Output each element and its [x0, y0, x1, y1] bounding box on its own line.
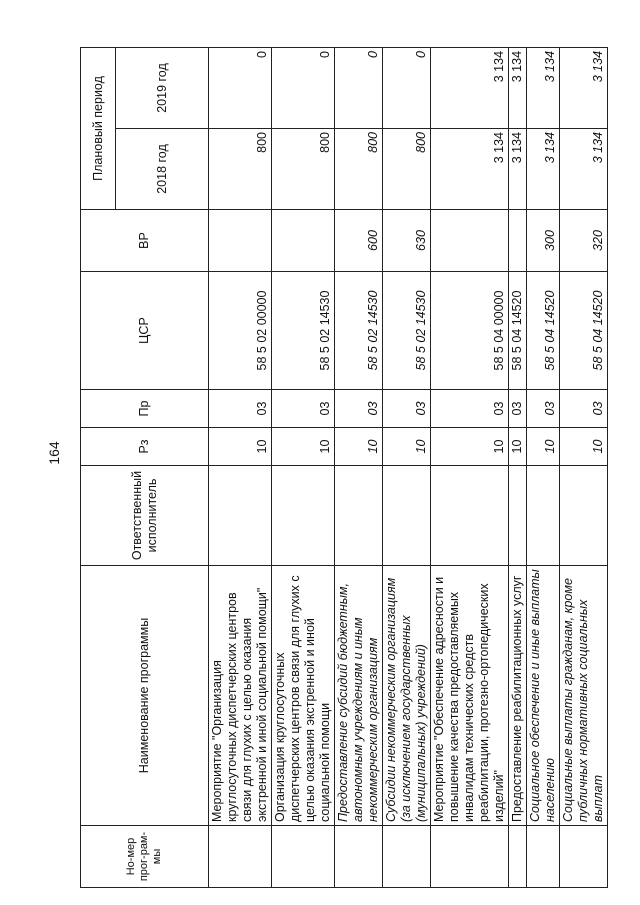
csr-cell: 58 5 02 14530	[383, 272, 431, 390]
csr-cell: 58 5 04 14520	[527, 272, 560, 390]
header-rz: Рз	[81, 428, 209, 466]
year-2018-cell: 800	[383, 129, 431, 210]
pr-cell: 03	[335, 390, 383, 428]
executor-cell	[209, 466, 272, 566]
program-name-cell: Предоставление реабилитационных услуг	[509, 566, 527, 826]
table-row	[560, 47, 608, 887]
table-row	[335, 47, 383, 887]
pr-cell: 03	[209, 390, 272, 428]
table-row	[431, 47, 509, 887]
year-2018-cell: 3 134	[527, 129, 560, 210]
table-row	[527, 47, 560, 887]
year-2018-cell: 3 134	[560, 129, 608, 210]
header-planned-period: Плановый период	[81, 47, 116, 209]
year-2019-cell: 0	[209, 47, 272, 128]
header-year-2019: 2019 год	[116, 47, 209, 128]
program-number-cell	[431, 826, 509, 888]
header-executor: Ответственный исполнитель	[81, 466, 209, 566]
vr-cell	[272, 210, 335, 272]
program-name-cell: Социальное обеспечение и иные выплаты населению	[527, 566, 560, 826]
year-2018-cell: 3 134	[431, 129, 509, 210]
rz-cell: 10	[209, 428, 272, 466]
pr-cell: 03	[383, 390, 431, 428]
year-2018-cell: 3 134	[509, 129, 527, 210]
header-program-name: Наименование программы	[81, 566, 209, 826]
program-name-cell: Мероприятие "Организация круглосуточных диспетчерских центров связи для глухих с целью оказания экстренной и иной социальной помощи"	[209, 566, 272, 826]
program-number-cell	[560, 826, 608, 888]
program-name-cell: Организация круглосуточных диспетчерских центров связи для глухих с целью оказания экстренной и иной социальной помощи	[272, 566, 335, 826]
vr-cell: 320	[560, 210, 608, 272]
csr-cell: 58 5 04 00000	[431, 272, 509, 390]
vr-cell: 600	[335, 210, 383, 272]
executor-cell	[431, 466, 509, 566]
rz-cell: 10	[272, 428, 335, 466]
budget-table	[80, 47, 608, 888]
program-number-cell	[209, 826, 272, 888]
pr-cell: 03	[560, 390, 608, 428]
program-name-cell: Предоставление субсидий бюджетным, автономным учреждениям и иным некоммерческим организациям	[335, 566, 383, 826]
rz-cell: 10	[431, 428, 509, 466]
vr-cell: 630	[383, 210, 431, 272]
pr-cell: 03	[527, 390, 560, 428]
rz-cell: 10	[527, 428, 560, 466]
executor-cell	[335, 466, 383, 566]
program-name-cell: Субсидии некоммерческим организациям (за исключением государственных (муниципальных) учреждений)	[383, 566, 431, 826]
year-2019-cell: 3 134	[509, 47, 527, 128]
rz-cell: 10	[509, 428, 527, 466]
csr-cell: 58 5 02 14530	[272, 272, 335, 390]
table-row	[383, 47, 431, 887]
header-program-number: Но-мер прог-рам-мы	[81, 826, 209, 888]
table-row	[209, 47, 272, 887]
rz-cell: 10	[560, 428, 608, 466]
executor-cell	[527, 466, 560, 566]
header-pr: Пр	[81, 390, 209, 428]
header-row-1	[81, 47, 116, 887]
executor-cell	[272, 466, 335, 566]
rz-cell: 10	[335, 428, 383, 466]
program-number-cell	[509, 826, 527, 888]
pr-cell: 03	[272, 390, 335, 428]
executor-cell	[560, 466, 608, 566]
program-number-cell	[335, 826, 383, 888]
year-2018-cell: 800	[335, 129, 383, 210]
budget-table-rotated	[80, 48, 640, 888]
header-vr: ВР	[81, 210, 209, 272]
year-2018-cell: 800	[209, 129, 272, 210]
year-2019-cell: 3 134	[527, 47, 560, 128]
program-name-cell: Мероприятие "Обеспечение адресности и повышение качества предоставляемых инвалидам технических средств реабилитации, протезно-ортопедических изделий"	[431, 566, 509, 826]
csr-cell: 58 5 02 14530	[335, 272, 383, 390]
pr-cell: 03	[431, 390, 509, 428]
table-row	[509, 47, 527, 887]
header-year-2018: 2018 год	[116, 129, 209, 210]
rz-cell: 10	[383, 428, 431, 466]
csr-cell: 58 5 04 14520	[509, 272, 527, 390]
executor-cell	[509, 466, 527, 566]
header-csr: ЦСР	[81, 272, 209, 390]
table-row	[272, 47, 335, 887]
year-2019-cell: 0	[335, 47, 383, 128]
program-name-cell: Социальные выплаты гражданам, кроме публичных нормативных социальных выплат	[560, 566, 608, 826]
year-2018-cell: 800	[272, 129, 335, 210]
pr-cell: 03	[509, 390, 527, 428]
table-body	[209, 47, 608, 887]
year-2019-cell: 0	[383, 47, 431, 128]
year-2019-cell: 0	[272, 47, 335, 128]
page-number: 164	[46, 441, 62, 465]
vr-cell: 300	[527, 210, 560, 272]
executor-cell	[383, 466, 431, 566]
year-2019-cell: 3 134	[431, 47, 509, 128]
vr-cell	[209, 210, 272, 272]
program-number-cell	[527, 826, 560, 888]
vr-cell	[509, 210, 527, 272]
program-number-cell	[383, 826, 431, 888]
vr-cell	[431, 210, 509, 272]
csr-cell: 58 5 02 00000	[209, 272, 272, 390]
program-number-cell	[272, 826, 335, 888]
year-2019-cell: 3 134	[560, 47, 608, 128]
csr-cell: 58 5 04 14520	[560, 272, 608, 390]
